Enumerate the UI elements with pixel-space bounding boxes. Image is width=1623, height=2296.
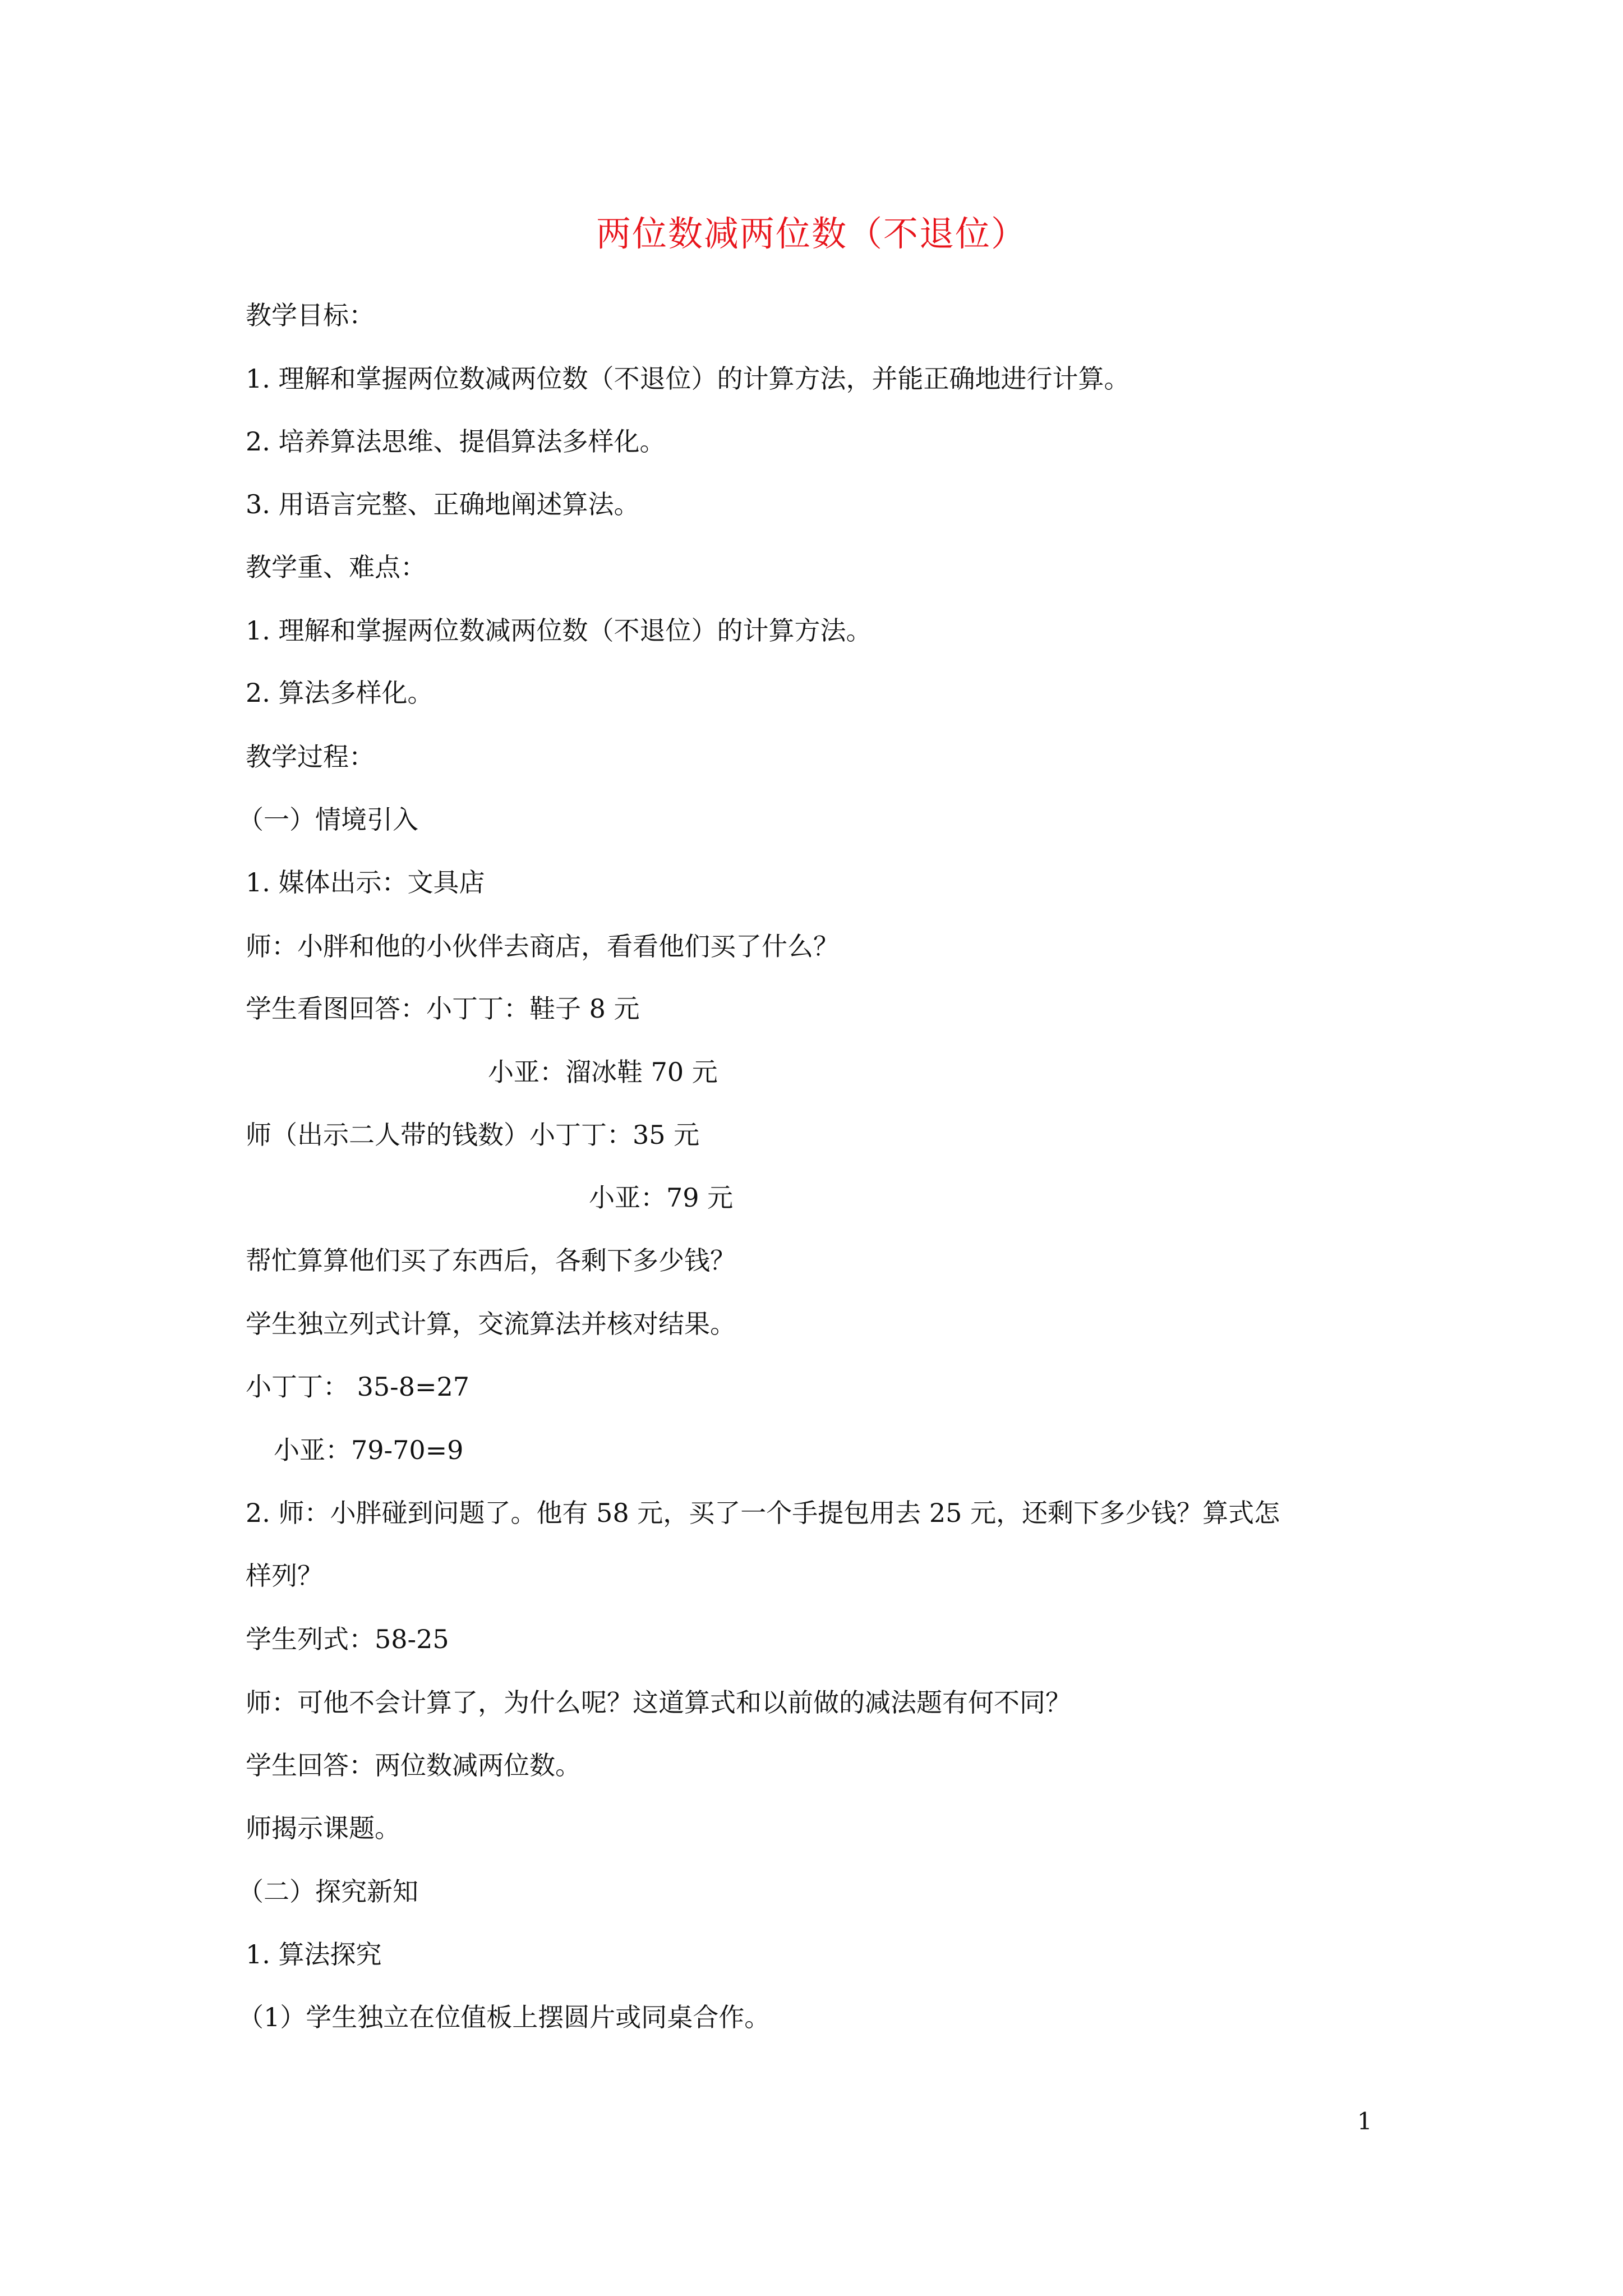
paragraph-line: 帮忙算算他们买了东西后，各剩下多少钱？ <box>246 1245 736 1276</box>
paragraph-line-indented: 小亚：79 元 <box>589 1182 734 1213</box>
key-point-item: 2. 算法多样化。 <box>246 678 434 708</box>
document-title: 两位数减两位数（不退位） <box>596 213 1027 254</box>
paragraph-line: 师：可他不会计算了，为什么呢？这道算式和以前做的减法题有何不同？ <box>246 1687 1071 1718</box>
objective-item: 3. 用语言完整、正确地阐述算法。 <box>246 489 640 519</box>
equation-line: 小亚：79-70=9 <box>274 1435 464 1465</box>
paragraph-line: 2. 师：小胖碰到问题了。他有 58 元，买了一个手提包用去 25 元，还剩下多少钱？算式怎 <box>246 1498 1280 1528</box>
paragraph-line: 学生独立列式计算，交流算法并核对结果。 <box>246 1309 736 1339</box>
paragraph-line: 师（出示二人带的钱数）小丁丁：35 元 <box>246 1120 700 1150</box>
paragraph-line: 学生回答：两位数减两位数。 <box>246 1750 581 1780</box>
paragraph-line: 1. 算法探究 <box>246 1939 382 1970</box>
paragraph-line: 1. 媒体出示：文具店 <box>246 867 485 898</box>
objective-item: 1. 理解和掌握两位数减两位数（不退位）的计算方法，并能正确地进行计算。 <box>246 364 1130 394</box>
paragraph-line: 师：小胖和他的小伙伴去商店，看看他们买了什么？ <box>246 931 839 961</box>
equation-line: 小丁丁： 35-8=27 <box>246 1372 470 1402</box>
paragraph-line-indented: 小亚：溜冰鞋 70 元 <box>488 1057 718 1087</box>
paragraph-line: （1）学生独立在位值板上摆圆片或同桌合作。 <box>238 2002 771 2032</box>
key-point-item: 1. 理解和掌握两位数减两位数（不退位）的计算方法。 <box>246 615 872 646</box>
paragraph-line: 师揭示课题。 <box>246 1813 400 1843</box>
section-heading-objectives: 教学目标： <box>246 300 375 330</box>
section-heading-key-points: 教学重、难点： <box>246 552 426 582</box>
paragraph-line: 学生列式：58-25 <box>246 1624 449 1654</box>
objective-item: 2. 培养算法思维、提倡算法多样化。 <box>246 426 666 457</box>
paragraph-line: 学生看图回答：小丁丁：鞋子 8 元 <box>246 993 640 1024</box>
section-heading-process: 教学过程： <box>246 742 375 772</box>
page-number: 1 <box>1357 2108 1372 2135</box>
subsection-heading: （二）探究新知 <box>238 1876 418 1907</box>
subsection-heading: （一）情境引入 <box>238 804 418 835</box>
paragraph-line: 样列？ <box>246 1561 323 1591</box>
